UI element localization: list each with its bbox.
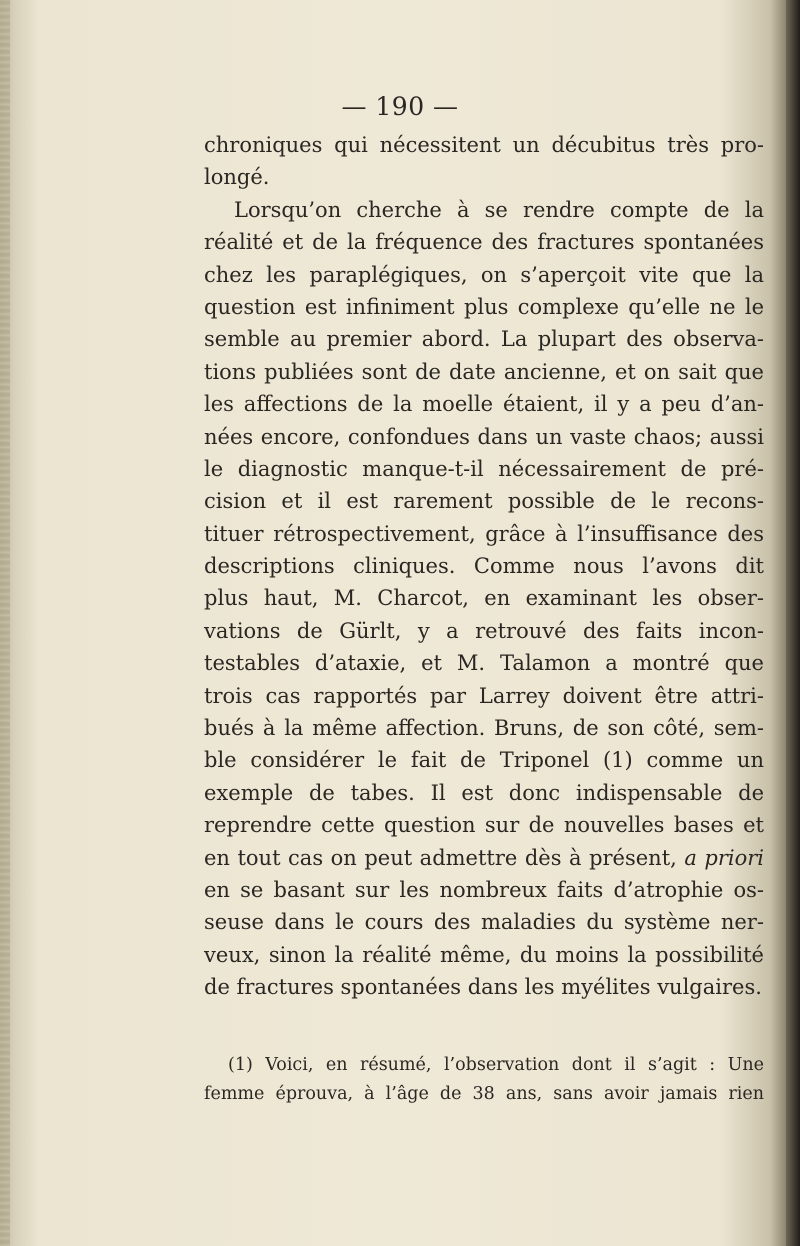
footnote-line: femme éprouva, à l’âge de 38 ans, sans avoir jamais rien: [204, 1084, 764, 1104]
body-paragraphs: [204, 129, 764, 1004]
italic-phrase: a priori: [684, 845, 764, 870]
page-number: — 190 —: [341, 92, 459, 121]
text-line: de fractures spontanées dans les myélites vulgaires.: [204, 975, 762, 1000]
text-line: cision et il est rarement possible de le recons-: [204, 489, 764, 514]
text-line: le diagnostic manque-t-il nécessairement de pré-: [204, 456, 764, 481]
text-line: en se basant sur les nombreux faits d’atrophie os-: [204, 877, 764, 902]
text-line: en tout cas on peut admettre dès à présent,: [204, 845, 677, 870]
footnotes: [204, 1051, 764, 1109]
text-line: testables d’ataxie, et M. Talamon a montré que: [204, 651, 764, 676]
text-line: veux, sinon la réalité même, du moins la possibilité: [204, 942, 764, 967]
footnote-line: (1) Voici, en résumé, l’observation dont il s’agit : Une: [228, 1055, 764, 1075]
text-line: plus haut, M. Charcot, en examinant les obser-: [204, 586, 764, 611]
text-line-with-italic: [204, 842, 764, 874]
text-line: chez les paraplégiques, on s’aperçoit vite que la: [204, 262, 764, 287]
text-line: vations de Gürlt, y a retrouvé des faits incon-: [204, 618, 764, 643]
text-line: exemple de tabes. Il est donc indispensable de: [204, 780, 764, 805]
text-line: ble considérer le fait de Triponel (1) comme un: [204, 748, 764, 773]
text-line: les affections de la moelle étaient, il y a peu d’an-: [204, 392, 764, 417]
text-line: question est infiniment plus complexe qu’elle ne le: [204, 294, 764, 319]
text-line: chroniques qui nécessitent un décubitus très pro-: [204, 133, 764, 157]
text-line: tituer rétrospectivement, grâce à l’insuffisance des: [204, 521, 764, 546]
page-gutter-shadow: [0, 0, 10, 1246]
text-line: nées encore, confondues dans un vaste chaos; aussi: [204, 424, 764, 449]
text-line: descriptions cliniques. Comme nous l’avons dit: [204, 554, 764, 579]
page-edge-shadow: [786, 0, 800, 1246]
text-line: longé.: [204, 165, 270, 190]
text-line: seuse dans le cours des maladies du système ner-: [204, 910, 764, 935]
text-line: Lorsqu’on cherche à se rendre compte de la: [234, 197, 764, 222]
text-line: trois cas rapportés par Larrey doivent être attri-: [204, 683, 764, 708]
text-line: semble au premier abord. La plupart des observa-: [204, 327, 764, 352]
text-line: réalité et de la fréquence des fractures spontanées: [204, 230, 764, 255]
text-line: reprendre cette question sur de nouvelles bases et: [204, 813, 764, 838]
text-line: tions publiées sont de date ancienne, et on sait que: [204, 359, 764, 384]
text-line: bués à la même affection. Bruns, de son côté, sem-: [204, 716, 764, 741]
